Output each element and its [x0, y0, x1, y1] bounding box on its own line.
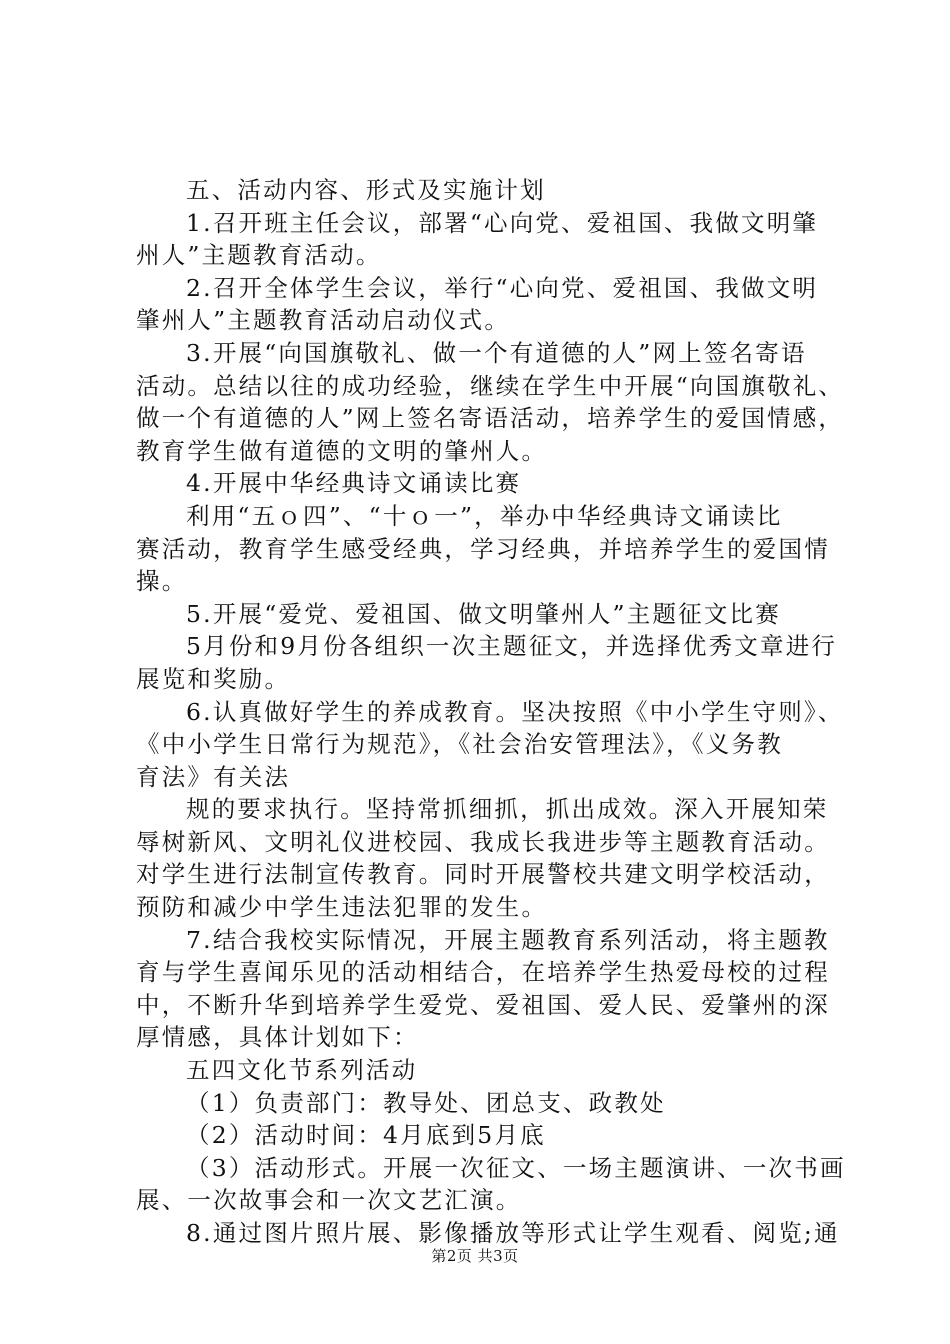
text-line: 对学生进行法制宣传教育。同时开展警校共建文明学校活动， — [136, 860, 830, 889]
document-body — [136, 174, 846, 1250]
text-line: 预防和减少中学生违法犯罪的发生。 — [136, 893, 548, 922]
page-footer: 第2页 共3页 — [431, 1247, 519, 1265]
text-line: 《中小学生日常行为规范》，《社会治安管理法》，《义务教 — [136, 730, 783, 759]
text-line: 辱树新风、文明礼仪进校园、我成长我进步等主题教育活动。 — [136, 827, 830, 856]
text-line: 五四文化节系列活动 — [186, 1056, 418, 1085]
text-line: 5.开展“爱党、爱祖国、做文明肇州人”主题征文比赛 — [186, 599, 781, 628]
text-line: 4.开展中华经典诗文诵读比赛 — [186, 469, 522, 498]
text-line: 五、活动内容、形式及实施计划 — [186, 176, 546, 204]
text-line: 7.结合我校实际情况，开展主题教育系列活动，将主题教 — [186, 925, 830, 954]
text-line: 展览和奖励。 — [136, 664, 291, 693]
text-line: 1.召开班主任会议，部署“心向党、爱祖国、我做文明肇 — [186, 208, 819, 237]
text-line: 展、一次故事会和一次文艺汇演。 — [136, 1186, 522, 1215]
text-line: 活动。总结以往的成功经验，继续在学生中开展“向国旗敬礼、 — [136, 371, 845, 400]
text-line: （3）活动形式。开展一次征文、一场主题演讲、一次书画 — [186, 1153, 846, 1182]
text-line: 规的要求执行。坚持常抓细抓，抓出成效。深入开展知荣 — [186, 795, 829, 824]
text-line: 中，不断升华到培养学生爱党、爱祖国、爱人民、爱肇州的深 — [136, 990, 830, 1019]
text-line: 教育学生做有道德的文明的肇州人。 — [136, 436, 548, 465]
text-line: （1）负责部门：教导处、团总支、政教处 — [186, 1088, 666, 1117]
text-line: 操。 — [136, 567, 188, 596]
text-line: 赛活动，教育学生感受经典，学习经典，并培养学生的爱国情 — [136, 534, 830, 563]
text-line: 2.召开全体学生会议，举行“心向党、爱祖国、我做文明 — [186, 273, 819, 302]
text-line: 5月份和9月份各组织一次主题征文，并选择优秀文章进行 — [186, 632, 838, 661]
text-line: 州人”主题教育活动。 — [136, 241, 382, 270]
text-line: 利用“五ｏ四”、“十ｏ一”，举办中华经典诗文诵读比 — [186, 501, 783, 530]
text-line: 做一个有道德的人”网上签名寄语活动，培养学生的爱国情感， — [136, 404, 845, 433]
text-line: 8.通过图片照片展、影像播放等形式让学生观看、阅览;通 — [186, 1219, 840, 1247]
text-line: 3.开展“向国旗敬礼、做一个有道德的人”网上签名寄语 — [186, 338, 807, 367]
text-line: 6.认真做好学生的养成教育。坚决按照《中小学生守则》、 — [186, 697, 844, 726]
text-line: 育与学生喜闻乐见的活动相结合，在培养学生热爱母校的过程 — [136, 958, 830, 987]
text-line: （2）活动时间：4月底到5月底 — [186, 1121, 546, 1150]
text-line: 肇州人”主题教育活动启动仪式。 — [136, 306, 511, 335]
text-line: 厚情感，具体计划如下： — [136, 1023, 419, 1052]
text-line: 育法》有关法 — [136, 762, 291, 791]
